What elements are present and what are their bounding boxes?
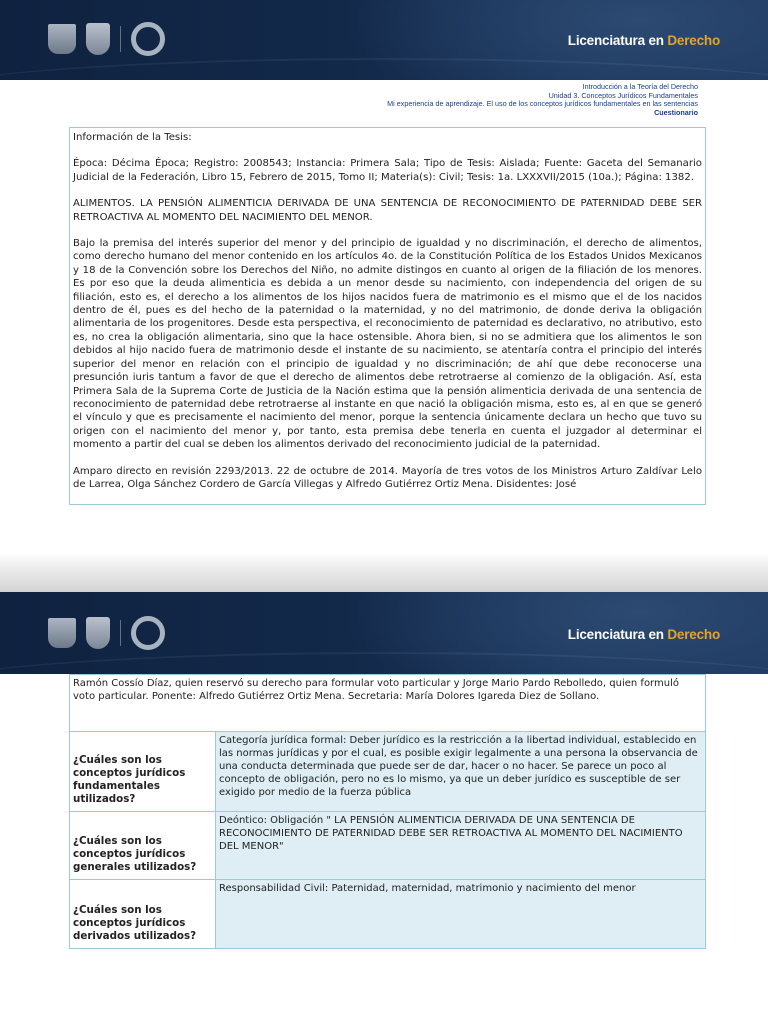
- question-row: [70, 732, 706, 812]
- institution-logos: [48, 22, 165, 56]
- breadcrumb-activity: Mi experiencia de aprendizaje. El uso de los conceptos jurídicos fundamentales en las sentencias: [387, 99, 698, 109]
- banner-curve: [0, 652, 768, 674]
- breadcrumb-current: Cuestionario: [654, 107, 698, 117]
- tesis-texto: Bajo la premisa del interés superior del menor y del principio de igualdad y no discriminación, el derecho de alimentos, como derecho humano del menor contenido en los artículos 4o. de la Constitución Política de los Estados Unidos Mexicanos y 18 de la Convención sobre los Derechos del Niño, no admite distingos en cuanto al origen de la filiación de los menores. Es por eso que la deuda alimenticia es debida a un menor desde su nacimiento, con independencia del origen de su filiación, esto es, el derecho a los alimentos de los hijos nacidos fuera de matrimonio es el mismo que el de los nacidos dentro de él, pues es del hecho de la paternidad o la maternidad, y no del matrimonio, de donde deriva la obligación alimentaria de los progenitores. Desde esta perspectiva, el reconocimiento de paternidad es declarativo, no atributivo, esto es, no crea la obligación alimentaria, sino que la hace ostensible. Ahora bien, si no se admitiera que los alimentos le son debidos al hijo nacido fuera de matrimonio desde el instante de su nacimiento, se atentaría contra el principio del interés superior del menor en relación con el principio de igualdad y no discriminación; de ahí que debe reconocerse una presunción iuris tantum a favor de que el derecho de alimentos debe retrotraerse al comienzo de la obligación. Así, esta Primera Sala de la Suprema Corte de Justicia de la Nación estima que la pensión alimenticia derivada de una sentencia de reconocimiento de paternidad debe retrotraerse al instante en que nació la obligación misma, esto es, al en que se generó el vínculo y que es precisamente el nacimiento del menor, porque la sentencia únicamente declara un hecho que tuvo su origen con el nacimiento del menor y, por tanto, esta premisa debe tenerla en cuenta el juzgador al determinar el momento a partir del cual se deben los alimentos derivado del reconocimiento judicial de la paternidad.: [73, 238, 702, 451]
- tesis-continuation: Ramón Cossío Díaz, quien reservó su derecho para formular voto particular y Jorge Mario Pardo Rebolledo, quien formuló voto particular. Ponente: Alfredo Gutiérrez Ortiz Mena. Secretaria: María Dolores Igareda Diez de Sollano.: [70, 675, 706, 732]
- tesis-heading: Información de la Tesis:: [73, 132, 192, 143]
- question-row: [70, 880, 706, 949]
- brand-accent: Derecho: [667, 33, 720, 48]
- tesis-precedente: Amparo directo en revisión 2293/2013. 22 de octubre de 2014. Mayoría de tres votos de los Ministros Arturo Zaldívar Lelo de Larrea, Olga Sánchez Cordero de García Villegas y Alfredo Gutiérrez Ortiz Mena. Disidentes: José: [73, 465, 702, 490]
- sua-logo-icon: [131, 22, 165, 56]
- tesis-ficha: Época: Décima Época; Registro: 2008543; Instancia: Primera Sala; Tipo de Tesis: Aislada; Fuente: Gaceta del Semanario Judicial de la Federación, Libro 15, Febrero de 2015, Tomo II; Materia(s): Civil; Tesis: 1a. LXXXVII/2015 (10a.); Página: 1382.: [73, 158, 702, 183]
- question-derivados: ¿Cuáles son los conceptos jurídicos derivados utilizados?: [70, 880, 216, 949]
- answer-fundamental: Categoría jurídica formal: Deber jurídico es la restricción a la libertad individual, establecido en las normas jurídicas y por el cual, es posible exigir legalmente a una persona la observancia de una conducta determinada que puede ser de dar, hacer o no hacer. Se parece un poco al concepto de obligación, pero no es lo mismo, ya que un deber jurídico es susceptible de ser exigido por medio de la fuerza pública: [216, 732, 706, 812]
- institution-logos: [48, 616, 165, 650]
- page-divider: [0, 553, 768, 593]
- facultad-shield-icon: [86, 617, 110, 649]
- logo-divider: [120, 26, 121, 52]
- sua-logo-icon: [131, 616, 165, 650]
- unam-shield-icon: [48, 618, 76, 648]
- question-row: [70, 812, 706, 880]
- question-generales: ¿Cuáles son los conceptos jurídicos generales utilizados?: [70, 812, 216, 880]
- tesis-info-box: [69, 127, 706, 505]
- header-banner: [0, 0, 768, 80]
- logo-divider: [120, 620, 121, 646]
- brand-prefix: Licenciatura en: [567, 33, 668, 48]
- facultad-shield-icon: [86, 23, 110, 55]
- tesis-rubro: ALIMENTOS. LA PENSIÓN ALIMENTICIA DERIVADA DE UNA SENTENCIA DE RECONOCIMIENTO DE PATERNIDAD DEBE SER RETROACTIVA AL MOMENTO DEL NACIMIENTO DEL MENOR.: [73, 198, 702, 223]
- banner-curve: [0, 58, 768, 80]
- program-brand: [568, 627, 720, 642]
- answer-generales: Deóntico: Obligación " LA PENSIÓN ALIMENTICIA DERIVADA DE UNA SENTENCIA DE RECONOCIMIENTO DE PATERNIDAD DEBE SER RETROACTIVA AL MOMENTO DEL NACIMIENTO DEL MENOR": [216, 812, 706, 880]
- continuation-row: [70, 675, 706, 732]
- brand-prefix: Licenciatura en: [567, 627, 668, 642]
- breadcrumb-unit: Unidad 3. Conceptos Jurídicos Fundamentales: [548, 90, 698, 100]
- breadcrumb-course: Introducción a la Teoría del Derecho: [582, 82, 698, 91]
- breadcrumb: [387, 83, 698, 117]
- questionnaire-table: [69, 674, 706, 949]
- header-banner-page-2: [0, 592, 768, 674]
- unam-shield-icon: [48, 24, 76, 54]
- question-fundamental: ¿Cuáles son los conceptos jurídicos fundamentales utilizados?: [70, 732, 216, 812]
- answer-derivados: Responsabilidad Civil: Paternidad, maternidad, matrimonio y nacimiento del menor: [216, 880, 706, 949]
- brand-accent: Derecho: [667, 627, 720, 642]
- program-brand: [568, 33, 720, 48]
